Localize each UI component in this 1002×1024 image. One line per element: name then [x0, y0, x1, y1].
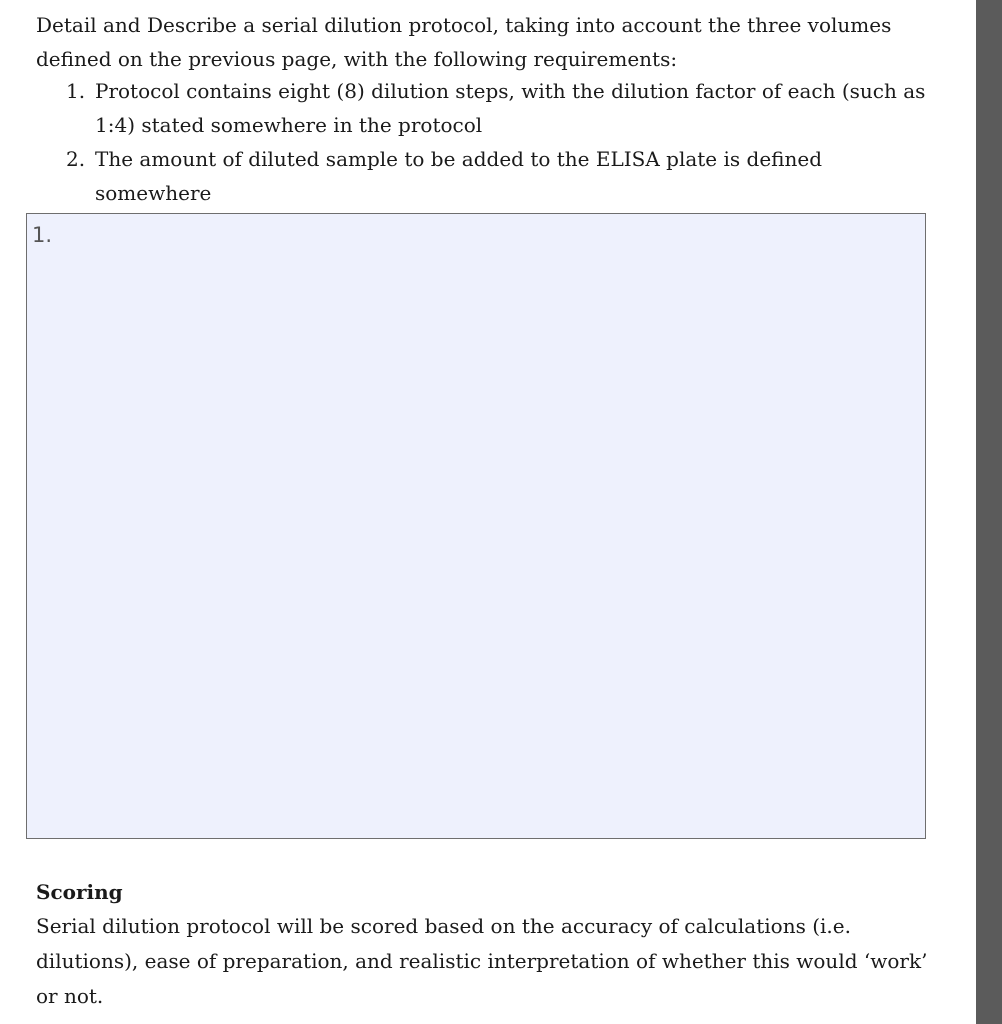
scoring-text: Serial dilution protocol will be scored based on the accuracy of calculations (i.e. dilutions), ease of preparation, and realistic interpretation of whether this would ‘work’ or not. [36, 914, 928, 1008]
scoring-heading: Scoring [36, 880, 123, 904]
answer-textarea[interactable] [27, 214, 925, 838]
answer-field-container[interactable] [26, 213, 926, 839]
requirement-text: Protocol contains eight (8) dilution steps, with the dilution factor of each (such as 1:4) stated somewhere in the protocol [95, 79, 926, 137]
requirement-text: The amount of diluted sample to be added to the ELISA plate is defined somewhere [95, 147, 823, 205]
question-intro: Detail and Describe a serial dilution protocol, taking into account the three volumes defined on the previous page, with the following requirements: [36, 13, 892, 71]
scrollbar[interactable] [976, 0, 1002, 1024]
requirement-item [66, 142, 926, 210]
requirement-number: 2. [66, 147, 86, 171]
requirement-number: 1. [66, 79, 86, 103]
requirement-item [66, 74, 926, 142]
